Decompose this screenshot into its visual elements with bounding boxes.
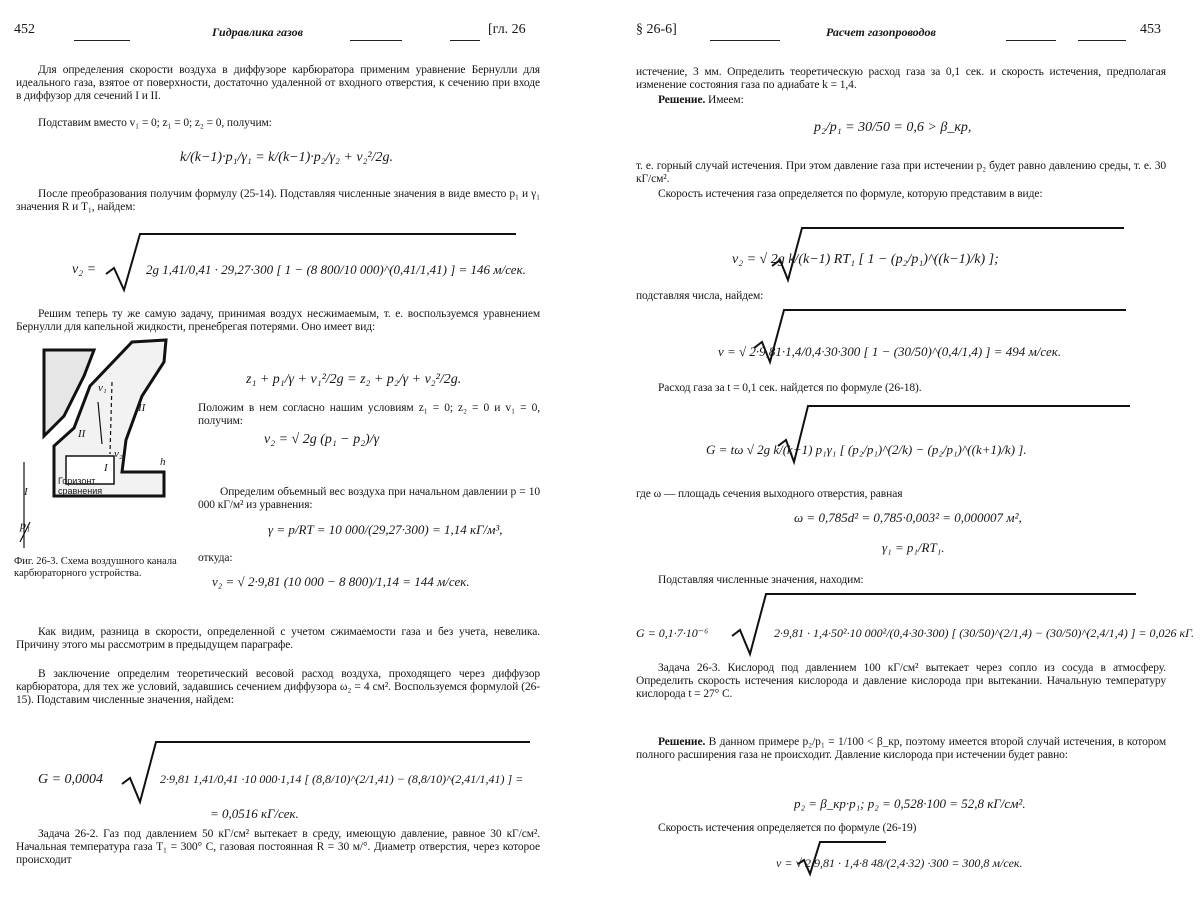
equation-lhs: v₂ = [72, 262, 97, 277]
paragraph-text: В данном примере p₂/p₁ = 1/100 < β_кр, поэтому имеется второй случай истечения, в котором полного расширения газа не происходит. Давление кислорода при истечении будет равно: [636, 736, 1166, 762]
page-number: 452 [14, 22, 35, 37]
equation-body: 2g 1,41/0,41 · 29,27·300 [ 1 − (8 800/10 000)^(0,41/1,41) ] = 146 м/сек. [146, 262, 526, 277]
right-page [600, 0, 1200, 902]
paragraph: Подставляя численные значения, находим: [658, 574, 864, 586]
paragraph: истечение, 3 мм. Определить теоретическую расход газа за 0,1 сек. и скорость истечения, предполагая изменение состояния газа по адиабате k = 1,4. [636, 66, 1166, 92]
running-head: Гидравлика газов [212, 25, 303, 39]
left-page-header [0, 22, 600, 46]
figure-label: II [78, 428, 86, 440]
figure-label: v₂ [114, 448, 123, 460]
equation-lhs: G = 0,1·7·10⁻⁶ [636, 626, 709, 640]
figure-label: h [160, 456, 166, 468]
paragraph: После преобразования получим формулу (25-14). Подставляя численные значения в виде вместо p₁ и γ₁ значения R и T₁, найдем: [16, 188, 540, 214]
paragraph: Для определения скорости воздуха в диффузоре карбюратора применим уравнение Бернулли для идеального газа, взятое от поверхности, достаточно удаленной от входного отверстия, к сечению при входе в диффузор для сечений I и II. [16, 64, 540, 103]
figure-label: v₁ [98, 382, 107, 394]
paragraph: В заключение определим теоретический весовой расход воздуха, проходящего через диффузор карбюратора, для тех же условий, задавшись сечением диффузора ω₂ = 4 см². Воспользуемся формулой (26-15). Подставим численные значения, найдем: [16, 668, 540, 707]
equation: ω = 0,785d² = 0,785·0,003² = 0,000007 м², [794, 510, 1022, 525]
equation-result: = 0,0516 кГ/сек. [210, 806, 299, 821]
figure-carburetor-diagram [14, 336, 174, 548]
header-rule [710, 40, 780, 41]
figure-label: I [104, 462, 108, 474]
page-number: 453 [1140, 22, 1161, 37]
equation: p₂ = β_кр·p₁; p₂ = 0,528·100 = 52,8 кГ/см². [794, 796, 1026, 811]
equation-body: 2·9,81 · 1,4·50²·10 000²/(0,4·30·300) [ (30/50)^(2/1,4) − (30/50)^(2,4/1,4) ] = 0,026 кГ. [774, 626, 1195, 640]
equation: v₂ = √ 2·9,81 (10 000 − 8 800)/1,14 = 144 м/сек. [212, 574, 470, 589]
running-head: Расчет газопроводов [826, 25, 936, 39]
header-rule [1006, 40, 1056, 41]
paragraph: Задача 26-2. Газ под давлением 50 кГ/см² вытекает в среду, имеющую давление, равное 30 кГ/см². Начальная температура газа T₁ = 300° C, газовая постоянная R = 30 м/°. Диаметр отверстия, через которое происходит [16, 828, 540, 867]
figure-caption: Фиг. 26-3. Схема воздушного канала карбюраторного устройства. [14, 556, 177, 579]
equation: v₂ = √ 2g (p₁ − p₂)/γ [264, 432, 380, 447]
equation: v₂ = √ 2g k/(k−1) RT₁ [ 1 − (p₂/p₁)^((k−1)/k) ]; [732, 252, 999, 267]
equation-body: 2·9,81 1,41/0,41 ·10 000·1,14 [ (8,8/10)^(2/1,41) − (8,8/10)^(2,41/1,41) ] = [160, 772, 524, 786]
equation: p₂/p₁ = 30/50 = 0,6 > β_кр, [814, 120, 972, 135]
paragraph: Скорость истечения определяется по формуле (26-19) [658, 822, 917, 834]
paragraph: Определим объемный вес воздуха при начальном давлении p = 10 000 кГ/м² из уравнения: [198, 486, 540, 512]
paragraph: Положим в нем согласно нашим условиям z₁ = 0; z₂ = 0 и v₁ = 0, получим: [198, 402, 540, 428]
paragraph: Как видим, разница в скорости, определенной с учетом сжимаемости газа и без учета, невелика. Причину этого мы рассмотрим в предыдущем параграфе. [16, 626, 540, 652]
solution-label: Решение. [658, 94, 706, 106]
paragraph: Скорость истечения газа определяется по формуле, которую представим в виде: [658, 188, 1043, 200]
paragraph: откуда: [198, 552, 233, 564]
equation: k/(k−1)·p₁/γ₁ = k/(k−1)·p₂/γ₂ + v₂²/2g. [180, 150, 394, 165]
paragraph: Расход газа за t = 0,1 сек. найдется по формуле (26-18). [658, 382, 922, 394]
equation: γ = p/RT = 10 000/(29,27·300) = 1,14 кГ/м³, [268, 522, 503, 537]
header-rule [450, 40, 480, 41]
radical-sign [732, 592, 1152, 656]
paragraph: т. е. горный случай истечения. При этом давление газа при истечении p₂ будет равно давлению среды, т. е. 30 кГ/см². [636, 160, 1166, 186]
paragraph: Задача 26-3. Кислород под давлением 100 кГ/см² вытекает через сопло из сосуда в атмосферу. Определить скорость истечения кислорода и давление кислорода при вытекании. Начальную температуру кислорода t = 27° C. [636, 662, 1166, 701]
header-rule [74, 40, 130, 41]
equation: γ₁ = p₁/RT₁. [882, 540, 945, 555]
solution-label: Решение. [658, 736, 706, 748]
figure-label: Горизонт сравнения [58, 476, 103, 496]
figure-label: p₁ [20, 518, 31, 532]
figure-label: II [138, 402, 146, 414]
section-ref: [гл. 26 [488, 22, 526, 37]
header-rule [350, 40, 402, 41]
figure-label: I [24, 486, 28, 498]
paragraph: где ω — площадь сечения выходного отверстия, равная [636, 488, 903, 500]
paragraph: Решим теперь ту же самую задачу, принимая воздух несжимаемым, т. е. воспользуемся уравнением Бернулли для капельной жидкости, пренебрегая потерями. Оно имеет вид: [16, 308, 540, 334]
paragraph: подставляя числа, найдем: [636, 290, 764, 302]
equation: v = √ 2·9,81 · 1,4·8 48/(2,4·32) ·300 = 300,8 м/сек. [776, 856, 1023, 870]
equation: v = √ 2·9,81·1,4/0,4·30·300 [ 1 − (30/50)^(0,4/1,4) ] = 494 м/сек. [718, 344, 1062, 359]
paragraph: Подставим вместо v₁ = 0; z₁ = 0; z₂ = 0, получим: [38, 117, 272, 129]
right-page-header [600, 22, 1200, 46]
paragraph [636, 736, 1166, 762]
section-ref: § 26-6] [636, 22, 677, 37]
equation: z₁ + p₁/γ + v₁²/2g = z₂ + p₂/γ + v₂²/2g. [246, 372, 462, 387]
header-rule [1078, 40, 1126, 41]
equation-lhs: G = 0,0004 [38, 772, 104, 787]
paragraph-text: Имеем: [708, 94, 744, 106]
paragraph [636, 94, 1166, 107]
equation: G = tω √ 2g k/(k−1) p₁γ₁ [ (p₂/p₁)^(2/k) − (p₂/p₁)^((k+1)/k) ]. [706, 442, 1027, 457]
